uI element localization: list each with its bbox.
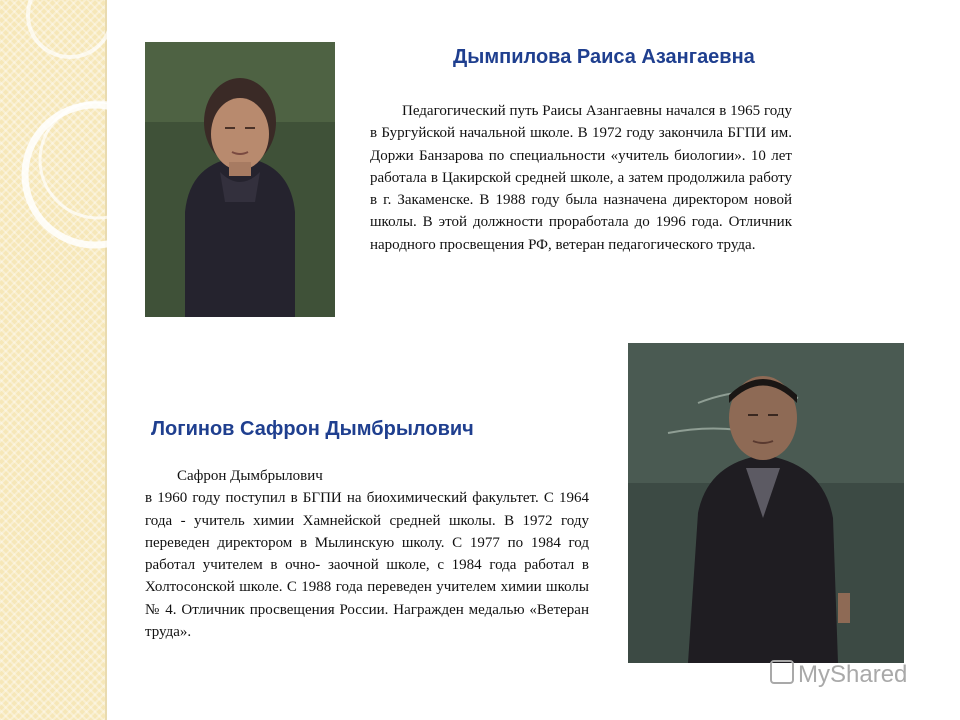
person-2-bio	[145, 465, 589, 643]
person-2-bio-rest: в 1960 году поступил в БГПИ на биохимический факультет. С 1964 года - учитель химии Хамнейской средней школы. В 1972 году переведен директором в Мылинскую школу. С 1977 по 1984 год работал учителем в очно- заочной школе, с 1984 года работал в Холтосонской школе. С 1988 года переведен учителем химии школы № 4. Отличник просвещения России. Награжден медалью «Ветеран труда».	[145, 490, 589, 641]
watermark	[770, 660, 907, 689]
portrait-photo-2	[628, 343, 904, 663]
watermark-logo-icon	[770, 660, 794, 684]
portrait-photo-1	[145, 42, 335, 317]
person-1-name: Дымпилова Раиса Азангаевна	[453, 46, 755, 68]
watermark-text: MyShared	[798, 661, 908, 688]
person-2-bio-first: Сафрон Дымбрылович	[177, 468, 323, 484]
person-2-name: Логинов Сафрон Дымбрылович	[151, 418, 474, 440]
person-1-bio	[370, 100, 792, 256]
person-1-bio-text: Педагогический путь Раисы Азангаевны начался в 1965 году в Бургуйской начальной школе. В 1972 году закончила БГПИ им. Доржи Банзарова по специальности «учитель биологии». 10 лет работала в Цакирской средней школе, а затем продолжила работу в г. Закаменске. В 1988 году была назначена директором новой школы. В этой должности проработала до 1996 года. Отличник народного просвещения РФ, ветеран педагогического труда.	[370, 103, 792, 253]
